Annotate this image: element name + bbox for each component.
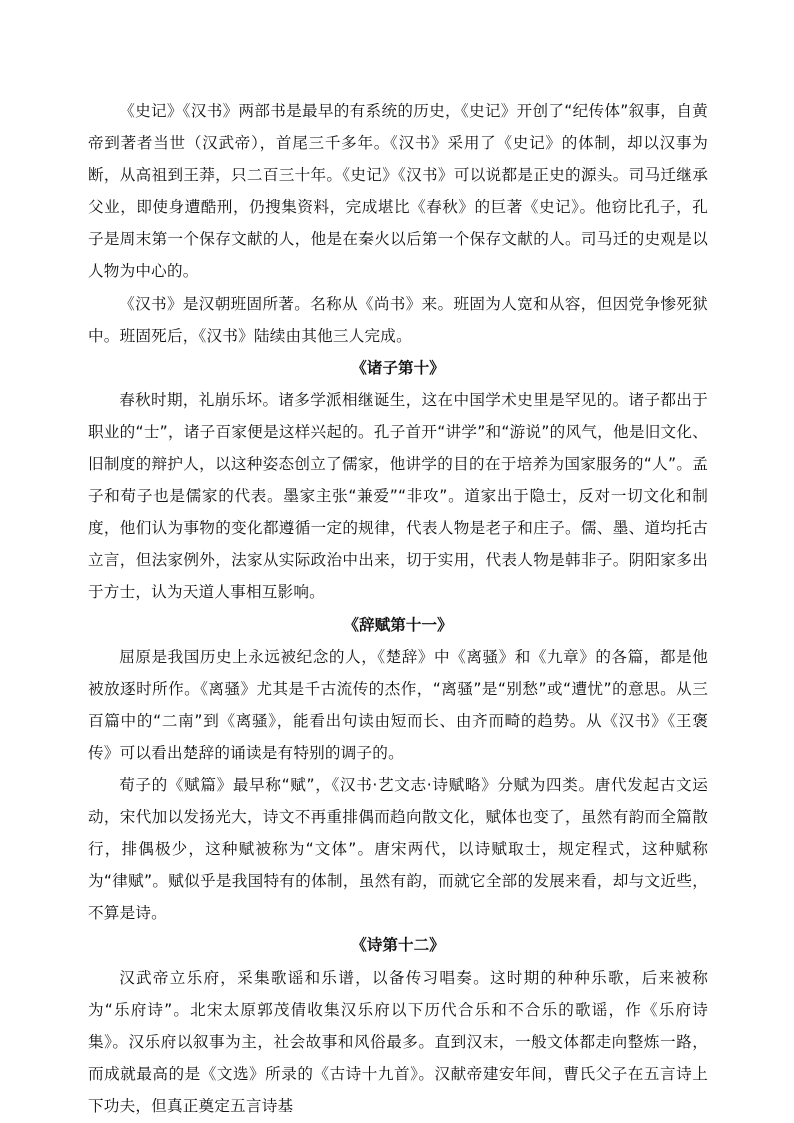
body-paragraph: 屈原是我国历史上永远被纪念的人，《楚辞》中《离骚》和《九章》的各篇，都是他被放逐时所作。《离骚》尤其是千古流传的杰作，“离骚”是“别愁”或“遭忧”的意思。从三百篇中的“二南”到《离骚》，能看出句读由短而长、由齐而畸的趋势。从《汉书》《王褒传》可以看出楚辞的诵读是有特别的调子的。 [88, 647, 708, 762]
body-paragraph: 荀子的《赋篇》最早称“赋”，《汉书·艺文志·诗赋略》分赋为四类。唐代发起古文运动，宋代加以发扬光大，诗文不再重排偶而趋向散文化，赋体也变了，虽然有韵而全篇散行，排偶极少，这种赋被称为“文体”。唐宋两代，以诗赋取士，规定程式，这种赋称为“律赋”。赋似乎是我国特有的体制，虽然有韵，而就它全部的发展来看，却与文近些，不算是诗。 [88, 775, 708, 923]
document-page [88, 95, 708, 1122]
section-title: 《辞赋第十一》 [343, 615, 453, 634]
section-title: 《诸子第十》 [351, 358, 445, 377]
body-paragraph: 《史记》《汉书》两部书是最早的有系统的历史，《史记》开创了“纪传体”叙事，自黄帝到著者当世（汉武帝），首尾三千多年。《汉书》采用了《史记》的体制，却以汉事为断，从高祖到王莽，只二百三十年。《史记》《汉书》可以说都是正史的源头。司马迁继承父业，即使身遭酷刑，仍搜集资料，完成堪比《春秋》的巨著《史记》。他窃比孔子，孔子是周末第一个保存文献的人，他是在秦火以后第一个保存文献的人。司马迁的史观是以人物为中心的。 [88, 102, 708, 281]
body-paragraph: 汉武帝立乐府，采集歌谣和乐谱，以备传习唱奏。这时期的种种乐歌，后来被称为“乐府诗”。北宋太原郭茂倩收集汉乐府以下历代合乐和不合乐的歌谣，作《乐府诗集》。汉乐府以叙事为主，社会故事和风俗最多。直到汉末，一般文体都走向整炼一路，而成就最高的是《文选》所录的《古诗十九首》。汉献帝建安年间，曹氏父子在五言诗上下功夫，但真正奠定五言诗基 [88, 968, 708, 1115]
section-title: 《诗第十二》 [351, 936, 445, 955]
body-paragraph: 春秋时期，礼崩乐坏。诸多学派相继诞生，这在中国学术史里是罕见的。诸子都出于职业的“士”，诸子百家便是这样兴起的。孔子首开“讲学”和“游说”的风气，他是旧文化、旧制度的辩护人，以这种姿态创立了儒家，他讲学的目的在于培养为国家服务的“人”。孟子和荀子也是儒家的代表。墨家主张“兼爱”“非攻”。道家出于隐士，反对一切文化和制度，他们认为事物的变化都遵循一定的规律，代表人物是老子和庄子。儒、墨、道均托古立言，但法家例外，法家从实际政治中出来，切于实用，代表人物是韩非子。阴阳家多出于方士，认为天道人事相互影响。 [88, 390, 708, 602]
body-paragraph: 《汉书》是汉朝班固所著。名称从《尚书》来。班固为人宽和从容，但因党争惨死狱中。班固死后，《汉书》陆续由其他三人完成。 [88, 294, 708, 345]
